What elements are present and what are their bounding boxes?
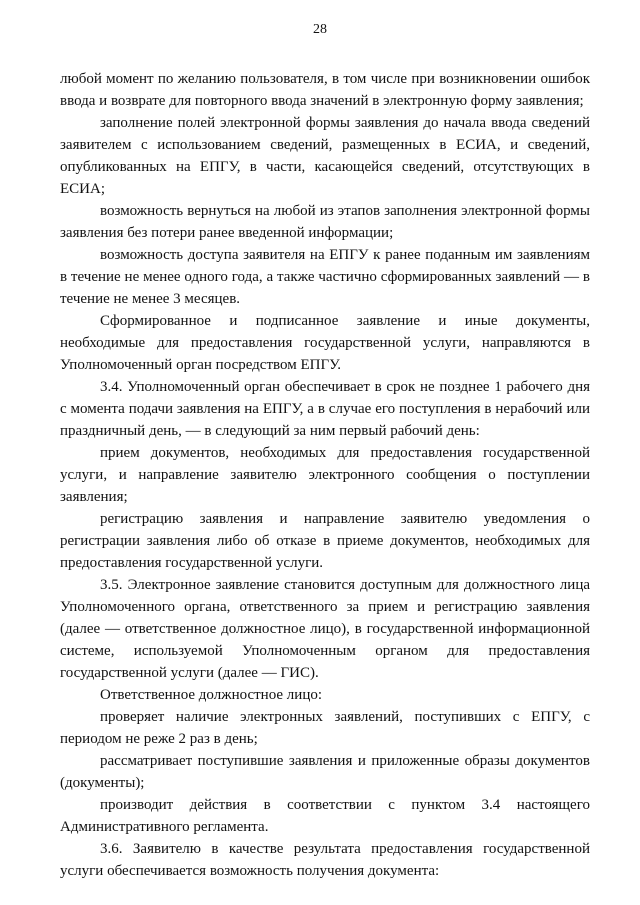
paragraph: проверяет наличие электронных заявлений, поступивших с ЕПГУ, с периодом не реже 2 раз в день; [60, 709, 590, 747]
page-number: 28 [313, 22, 327, 37]
paragraph: заполнение полей электронной формы заявления до начала ввода сведений заявителем с использованием сведений, размещенных в ЕСИА, и сведений, опубликованных на ЕПГУ, в части, касающейся сведений, отсутствующих в ЕСИА; [60, 115, 590, 197]
paragraph: возможность доступа заявителя на ЕПГУ к ранее поданным им заявлениям в течение не менее одного года, а также частично сформированных заявлений — в течение не менее 3 месяцев. [60, 247, 590, 307]
paragraph: 3.6. Заявителю в качестве результата предоставления государственной услуги обеспечивается возможность получения документа: [60, 841, 590, 879]
paragraph: рассматривает поступившие заявления и приложенные образы документов (документы); [60, 753, 590, 791]
paragraph: 3.4. Уполномоченный орган обеспечивает в срок не позднее 1 рабочего дня с момента подачи заявления на ЕПГУ, а в случае его поступления в нерабочий или праздничный день, — в следующий за ним первый рабочий день: [60, 379, 590, 439]
paragraph: регистрацию заявления и направление заявителю уведомления о регистрации заявления либо об отказе в приеме документов, необходимых для предоставления государственной услуги. [60, 511, 590, 571]
paragraph: Ответственное должностное лицо: [100, 687, 323, 703]
paragraph: 3.5. Электронное заявление становится доступным для должностного лица Уполномоченного органа, ответственного за прием и регистрацию заявления (далее — ответственное должностное лицо), в государственной информационной системе, используемой Уполномоченным органом для предоставления государственной услуги (далее — ГИС). [60, 577, 590, 681]
document-body [60, 68, 590, 882]
paragraph: Сформированное и подписанное заявление и иные документы, необходимые для предоставления государственной услуги, направляются в Уполномоченный орган посредством ЕПГУ. [60, 313, 590, 373]
paragraph: любой момент по желанию пользователя, в том числе при возникновении ошибок ввода и возврате для повторного ввода значений в электронную форму заявления; [60, 71, 590, 109]
paragraph: производит действия в соответствии с пунктом 3.4 настоящего Административного регламента. [60, 797, 590, 835]
paragraph: возможность вернуться на любой из этапов заполнения электронной формы заявления без потери ранее введенной информации; [60, 203, 590, 241]
paragraph: прием документов, необходимых для предоставления государственной услуги, и направление заявителю электронного сообщения о поступлении заявления; [60, 445, 590, 505]
